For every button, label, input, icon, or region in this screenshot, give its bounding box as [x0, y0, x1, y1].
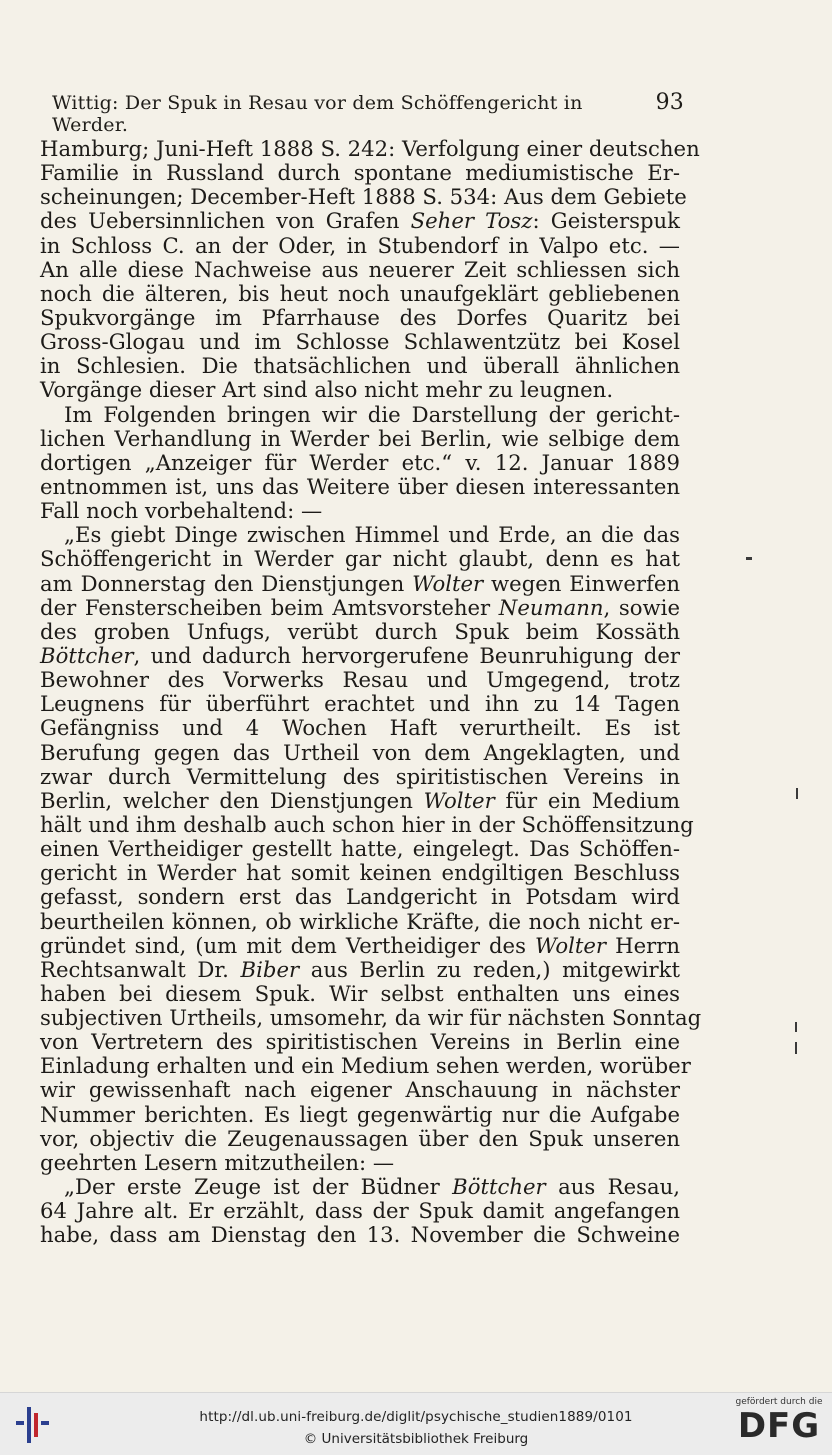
text-line: „Es giebt Dinge zwischen Himmel und Erde, an die das	[64, 522, 680, 548]
text-line: Böttcher, und dadurch hervorgerufene Beunruhigung der	[40, 642, 680, 668]
text-line: am Donnerstag den Dienstjungen Wolter wegen Einwerfen	[40, 570, 681, 596]
copyright-notice: © Universitätsbibliothek Freiburg	[303, 1431, 529, 1447]
text-line: beurtheilen können, ob wirkliche Kräfte, die noch nicht er-	[40, 908, 680, 934]
text-line: An alle diese Nachweise aus neuerer Zeit schliessen sich	[40, 256, 680, 282]
text-line: gründet sind, (um mit dem Vertheidiger des Wolter Herrn	[40, 932, 681, 958]
text-line: 64 Jahre alt. Er erzählt, dass der Spuk damit angefangen	[40, 1198, 680, 1224]
text-line: Fall noch vorbehaltend: —	[40, 498, 323, 524]
text-line: Nummer berichten. Es liegt gegenwärtig nur die Aufgabe	[40, 1101, 680, 1127]
text-line: wir gewissenhaft nach eigener Anschauung in nächster	[40, 1077, 680, 1103]
text-line: der Fensterscheiben beim Amtsvorsteher Neumann, sowie	[40, 594, 680, 620]
scan-mark	[795, 1022, 797, 1032]
text-line: entnommen ist, uns das Weitere über diesen interessanten	[40, 473, 680, 499]
text-line: geehrten Lesern mitzutheilen: —	[40, 1149, 395, 1175]
text-line: noch die älteren, bis heut noch unaufgeklärt gebliebenen	[40, 280, 680, 306]
text-line: Spukvorgänge im Pfarrhause des Dorfes Quaritz bei	[40, 304, 680, 330]
text-line: in Schlesien. Die thatsächlichen und überall ähnlichen	[40, 353, 680, 379]
body-text	[40, 136, 702, 1248]
text-line: Im Folgenden bringen wir die Darstellung der gericht-	[64, 401, 680, 427]
scan-mark	[795, 1042, 797, 1054]
text-line: hält und ihm deshalb auch schon hier in der Schöffensitzung	[40, 811, 694, 837]
dfg-logo-text: DFG	[737, 1406, 821, 1446]
text-line: Berlin, welcher den Dienstjungen Wolter für ein Medium	[40, 787, 680, 813]
text-line: Schöffengericht in Werder gar nicht glaubt, denn es hat	[40, 546, 680, 572]
text-line: Leugnens für überführt erachtet und ihn zu 14 Tagen	[40, 691, 680, 717]
text-line: subjectiven Urtheils, umsomehr, da wir für nächsten Sonntag	[40, 1005, 702, 1031]
text-line: Rechtsanwalt Dr. Biber aus Berlin zu reden,) mitgewirkt	[40, 956, 680, 982]
running-header	[52, 90, 684, 136]
text-line: von Vertretern des spiritistischen Vereins in Berlin eine	[40, 1029, 680, 1055]
source-url-link[interactable]: http://dl.ub.uni-freiburg.de/diglit/psychische_studien1889/0101	[199, 1409, 633, 1425]
dfg-caption: gefördert durch die	[735, 1397, 823, 1407]
text-line: Gefängniss und 4 Wochen Haft verurtheilt. Es ist	[40, 715, 680, 741]
scan-mark	[796, 788, 798, 799]
text-line: dortigen „Anzeiger für Werder etc.“ v. 12. Januar 1889	[40, 449, 680, 475]
text-line: gefasst, sondern erst das Landgericht in Potsdam wird	[40, 884, 680, 910]
text-line: gericht in Werder hat somit keinen endgiltigen Beschluss	[40, 860, 680, 886]
text-line: Vorgänge dieser Art sind also nicht mehr zu leugnen.	[40, 377, 614, 403]
text-line: lichen Verhandlung in Werder bei Berlin, wie selbige dem	[40, 425, 680, 451]
text-line: vor, objectiv die Zeugenaussagen über den Spuk unseren	[40, 1125, 680, 1151]
text-line: Berufung gegen das Urtheil von dem Angeklagten, und	[40, 739, 680, 765]
viewer-footer	[0, 1392, 832, 1455]
text-line: habe, dass am Dienstag den 13. November die Schweine	[40, 1222, 680, 1248]
text-line: haben bei diesem Spuk. Wir selbst enthalten uns eines	[40, 980, 680, 1006]
text-line: Einladung erhalten und ein Medium sehen werden, worüber	[40, 1053, 691, 1079]
text-line: des Uebersinnlichen von Grafen Seher Tosz: Geisterspuk	[40, 208, 681, 234]
text-line: „Der erste Zeuge ist der Büdner Böttcher aus Resau,	[64, 1174, 680, 1200]
text-line: scheinungen; December-Heft 1888 S. 534: Aus dem Gebiete	[40, 184, 687, 210]
text-line: zwar durch Vermittelung des spiritistischen Vereins in	[40, 763, 680, 789]
text-line: des groben Unfugs, verübt durch Spuk beim Kossäth	[40, 618, 680, 644]
text-line: Familie in Russland durch spontane mediumistische Er-	[40, 160, 680, 186]
text-line: in Schloss C. an der Oder, in Stubendorf in Valpo etc. —	[40, 232, 680, 258]
dfg-logo	[734, 1397, 824, 1451]
page-number: 93	[655, 90, 684, 115]
scan-mark	[746, 557, 752, 560]
text-line: einen Vertheidiger gestellt hatte, eingelegt. Das Schöffen-	[40, 836, 680, 862]
text-line: Bewohner des Vorwerks Resau und Umgegend, trotz	[40, 667, 680, 693]
running-title: Wittig: Der Spuk in Resau vor dem Schöffengericht in Werder.	[52, 92, 583, 136]
text-line: Gross-Glogau und im Schlosse Schlawentzütz bei Kosel	[40, 329, 680, 355]
text-line: Hamburg; Juni-Heft 1888 S. 242: Verfolgung einer deutschen	[40, 136, 700, 161]
